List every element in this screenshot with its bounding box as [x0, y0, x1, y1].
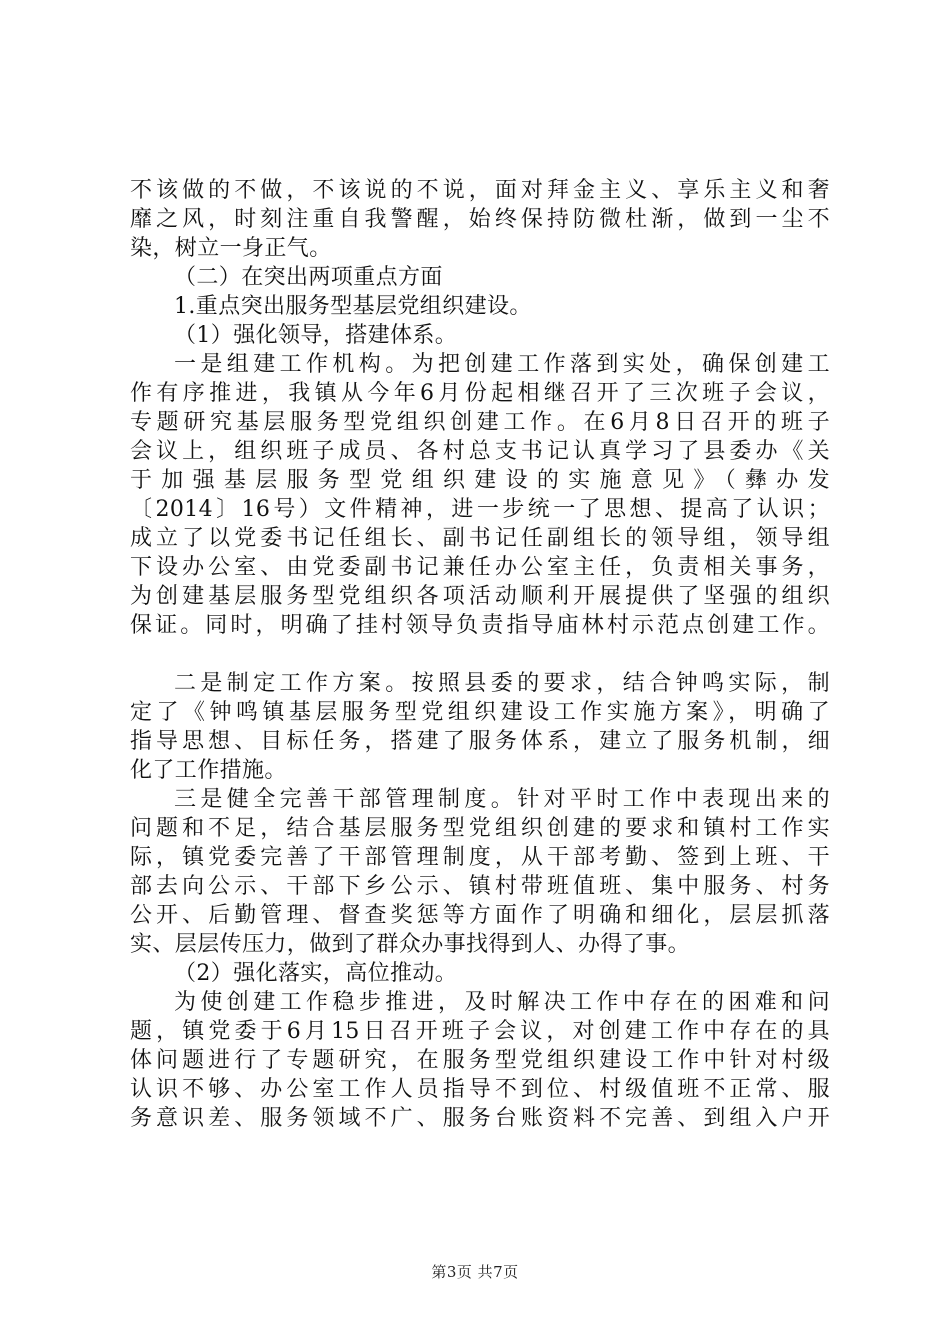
text-line: 认识不够、办公室工作人员指导不到位、村级值班不正常、服	[130, 1077, 830, 1102]
text-line: 二是制定工作方案。按照县委的要求，结合钟鸣实际，制	[174, 671, 830, 696]
text-line: 化了工作措施。	[130, 758, 287, 783]
paragraph-gap	[130, 640, 830, 669]
text-line: 于加强基层服务型党组织建设的实施意见》（彝办发	[130, 468, 830, 493]
text-line: 染，树立一身正气。	[130, 236, 332, 261]
text-line: 务意识差、服务领域不广、服务台账资料不完善、到组入户开	[130, 1106, 830, 1131]
text-line: 题，镇党委于6月15日召开班子会议，对创建工作中存在的具	[130, 1019, 830, 1044]
text-line: （二）在突出两项重点方面	[174, 265, 443, 290]
text-line: 不该做的不做，不该说的不说，面对拜金主义、享乐主义和奢	[130, 178, 830, 203]
text-line: 公开、后勤管理、督查奖惩等方面作了明确和细化，层层抓落	[130, 903, 830, 928]
text-line: 指导思想、目标任务，搭建了服务体系，建立了服务机制，细	[130, 729, 830, 754]
page-footer: 第3页 共7页	[431, 1263, 519, 1281]
text-line: 靡之风，时刻注重自我警醒，始终保持防微杜渐，做到一尘不	[130, 207, 830, 232]
text-line: 作有序推进，我镇从今年6月份起相继召开了三次班子会议，	[130, 381, 830, 406]
text-line: 为使创建工作稳步推进，及时解决工作中存在的困难和问	[174, 990, 830, 1015]
text-line: 定了《钟鸣镇基层服务型党组织建设工作实施方案》，明确了	[130, 700, 830, 725]
text-line: 会议上，组织班子成员、各村总支书记认真学习了县委办《关	[130, 439, 830, 464]
text-line: 专题研究基层服务型党组织创建工作。在6月8日召开的班子	[130, 410, 830, 435]
text-line: 际，镇党委完善了干部管理制度，从干部考勤、签到上班、干	[130, 845, 830, 870]
text-line: 一是组建工作机构。为把创建工作落到实处，确保创建工	[174, 352, 830, 377]
text-line: （1）强化领导，搭建体系。	[174, 323, 458, 348]
text-line: 体问题进行了专题研究，在服务型党组织建设工作中针对村级	[130, 1048, 830, 1073]
text-line: 保证。同时，明确了挂村领导负责指导庙林村示范点创建工作。	[130, 613, 830, 638]
text-line: 三是健全完善干部管理制度。针对平时工作中表现出来的	[174, 787, 830, 812]
text-line: 问题和不足，结合基层服务型党组织创建的要求和镇村工作实	[130, 816, 830, 841]
text-line: 1.重点突出服务型基层党组织建设。	[174, 294, 532, 319]
text-line: （2）强化落实，高位推动。	[174, 961, 458, 986]
text-line: 成立了以党委书记任组长、副书记任副组长的领导组，领导组	[130, 526, 830, 551]
text-line: 为创建基层服务型党组织各项活动顺利开展提供了坚强的组织	[130, 584, 830, 609]
text-line: 部去向公示、干部下乡公示、镇村带班值班、集中服务、村务	[130, 874, 830, 899]
text-line: 实、层层传压力，做到了群众办事找得到人、办得了事。	[130, 932, 691, 957]
text-line: 下设办公室、由党委副书记兼任办公室主任，负责相关事务，	[130, 555, 830, 580]
text-line: 〔2014〕16号）文件精神，进一步统一了思想、提高了认识；	[130, 497, 830, 522]
document-body	[130, 176, 830, 1133]
